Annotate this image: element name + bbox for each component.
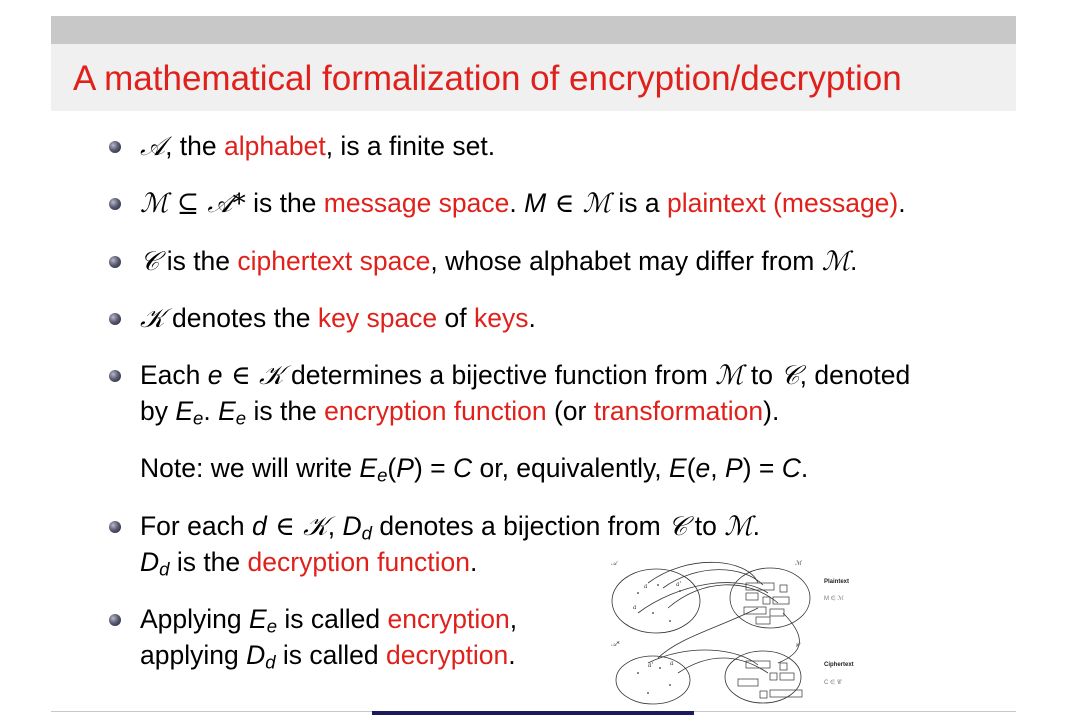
- ciphertext-space-ellipse: [725, 651, 801, 703]
- symbol-label: a: [670, 660, 674, 667]
- bullet-icon: [109, 521, 121, 533]
- bullet-applying-line1: Applying $E_e$ is called encryption,: [140, 604, 518, 637]
- bullet-alphabet: 𝒜, the alphabet, is a finite set.: [140, 131, 496, 162]
- mapping-arc: [658, 608, 758, 658]
- element-dot: [679, 590, 681, 592]
- plaintext-sub: M ∈ ℳ: [824, 596, 844, 602]
- term-decryption-function: decryption function: [247, 547, 470, 577]
- plaintext-box: [780, 585, 787, 592]
- label-A: 𝒜: [611, 560, 617, 567]
- term-plaintext: plaintext (message): [667, 188, 899, 218]
- bullet-icon: [109, 256, 121, 268]
- element-dot: [637, 592, 639, 594]
- element-dot: [637, 672, 639, 674]
- ciphertext-box: [780, 673, 794, 680]
- title-top-band: [51, 16, 1016, 44]
- mapping-arc: [668, 585, 778, 608]
- ciphertext-box: [780, 663, 787, 670]
- bullet-icon: [109, 313, 121, 325]
- bullet-icon: [109, 370, 121, 382]
- bullet-icon: [109, 141, 121, 153]
- plaintext-label: Plaintext: [824, 579, 850, 585]
- term-alphabet: alphabet: [224, 131, 326, 161]
- element-dot: [669, 620, 671, 622]
- symbol-label: a: [644, 583, 648, 590]
- encryption-diagram: [608, 553, 866, 713]
- ciphertext-box: [770, 690, 802, 697]
- term-message-space: message space: [323, 188, 510, 218]
- plaintext-box: [756, 617, 770, 624]
- term-key-space: key space: [317, 303, 438, 333]
- ciphertext-sub: C ∈ 𝒞: [824, 680, 842, 686]
- bullet-icon: [109, 614, 121, 626]
- label-Astar: 𝒜*: [611, 641, 620, 648]
- ciphertext-box: [770, 673, 777, 680]
- symbol-label: a: [633, 604, 637, 611]
- element-dot: [659, 667, 661, 669]
- plaintext-box: [770, 609, 784, 616]
- term-transformation: transformation: [593, 396, 764, 426]
- bullet-decryption-line1: For each d ∈ 𝒦, $D_d$ denotes a bijection from 𝒞 to ℳ.: [140, 511, 760, 544]
- bullet-applying-line2: applying $D_d$ is called decryption.: [140, 640, 516, 673]
- term-encryption: encryption: [387, 604, 510, 634]
- bullet-message-space: ℳ ⊆ 𝒜* is the message space. M ∈ ℳ is a plaintext (message).: [140, 188, 906, 219]
- ciphertext-box: [738, 679, 758, 686]
- bullet-ciphertext-space: 𝒞 is the ciphertext space, whose alphabet may differ from ℳ.: [140, 246, 858, 277]
- plaintext-box: [763, 597, 770, 604]
- term-encryption-function: encryption function: [324, 396, 547, 426]
- bullet-encryption-line1: Each e ∈ 𝒦 determines a bijective function from ℳ to 𝒞, denoted: [140, 360, 911, 391]
- footer-bar: [372, 711, 694, 715]
- element-dot: [657, 584, 659, 586]
- label-M: ℳ: [795, 560, 802, 567]
- term-keys: keys: [474, 303, 529, 333]
- slide-title: A mathematical formalization of encryption/decryption: [73, 59, 902, 98]
- term-ciphertext-space: ciphertext space: [237, 246, 431, 276]
- bullet-encryption-line2: by $E_e$. $E_e$ is the encryption function (or transformation).: [140, 396, 780, 429]
- bullet-decryption-line2: $D_d$ is the decryption function.: [140, 547, 478, 580]
- bullet-key-space: 𝒦 denotes the key space of keys.: [140, 303, 536, 334]
- symbol-label: a': [648, 662, 654, 669]
- bullet-icon: [109, 198, 121, 210]
- symbol-label: a': [676, 581, 682, 588]
- element-dot: [669, 684, 671, 686]
- note-line: Note: we will write $E_e(P) = C$ or, equivalently, E(e, P) = C.: [140, 453, 809, 486]
- plaintext-box: [746, 593, 758, 600]
- label-C: 𝒞: [795, 642, 800, 649]
- element-dot: [647, 692, 649, 694]
- ciphertext-box: [760, 691, 767, 698]
- term-decryption: decryption: [386, 640, 509, 670]
- symbol-alphabet: 𝒜: [140, 131, 166, 162]
- mapping-arc: [678, 658, 768, 673]
- ciphertext-label: Ciphertext: [824, 662, 854, 668]
- element-dot: [652, 612, 654, 614]
